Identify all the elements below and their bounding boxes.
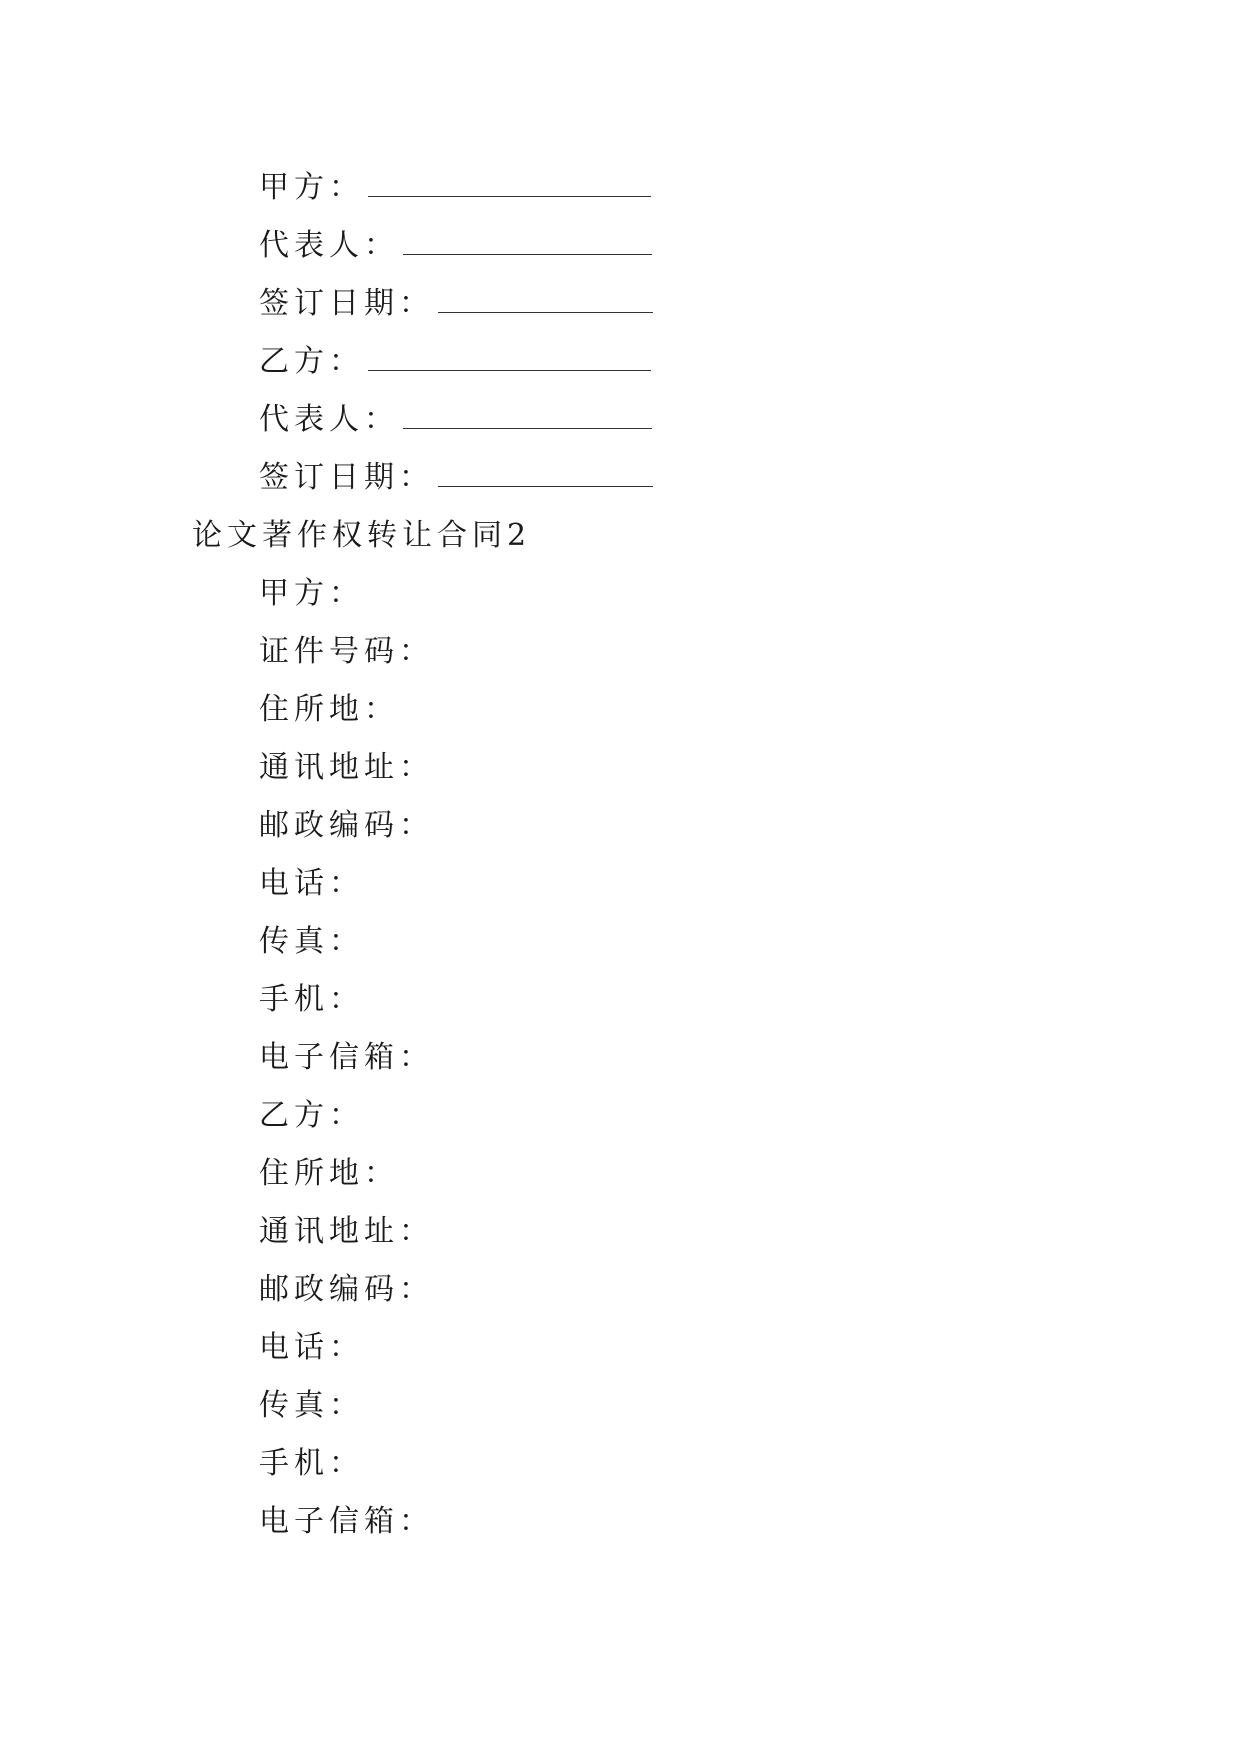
- signature-line-representative-a: [259, 226, 652, 266]
- party-a-field: 邮政编码：: [259, 808, 434, 843]
- party-a-field: 住所地：: [259, 692, 399, 727]
- signature-blank: [368, 344, 651, 371]
- party-a-field: 通讯地址：: [259, 750, 434, 785]
- signature-line-party-a: [259, 168, 651, 208]
- signature-blank: [438, 460, 653, 487]
- contract-title: 论文著作权转让合同2: [192, 518, 532, 553]
- signature-label: 签订日期：: [259, 460, 434, 495]
- party-a-field: 手机：: [259, 982, 364, 1017]
- party-a-header: 甲方：: [259, 576, 364, 611]
- party-b-field: 手机：: [259, 1446, 364, 1481]
- party-a-field: 电话：: [259, 866, 364, 901]
- signature-label: 乙方：: [259, 344, 364, 379]
- party-b-field: 电话：: [259, 1330, 364, 1365]
- signature-label: 代表人：: [259, 228, 399, 263]
- party-a-field: 电子信箱：: [259, 1040, 434, 1075]
- signature-line-date-a: [259, 284, 653, 324]
- signature-blank: [403, 402, 652, 429]
- signature-line-representative-b: [259, 400, 652, 440]
- signature-blank: [438, 286, 653, 313]
- party-b-field: 传真：: [259, 1388, 364, 1423]
- signature-label: 代表人：: [259, 402, 399, 437]
- signature-label: 甲方：: [259, 170, 364, 205]
- signature-blank: [403, 228, 652, 255]
- party-b-field: 邮政编码：: [259, 1272, 434, 1307]
- party-a-field: 证件号码：: [259, 634, 434, 669]
- party-a-field: 传真：: [259, 924, 364, 959]
- party-b-header: 乙方：: [259, 1098, 364, 1133]
- signature-line-date-b: [259, 458, 653, 498]
- signature-line-party-b: [259, 342, 651, 382]
- party-b-field: 通讯地址：: [259, 1214, 434, 1249]
- party-b-field: 电子信箱：: [259, 1504, 434, 1539]
- signature-blank: [368, 170, 651, 197]
- party-b-field: 住所地：: [259, 1156, 399, 1191]
- signature-label: 签订日期：: [259, 286, 434, 321]
